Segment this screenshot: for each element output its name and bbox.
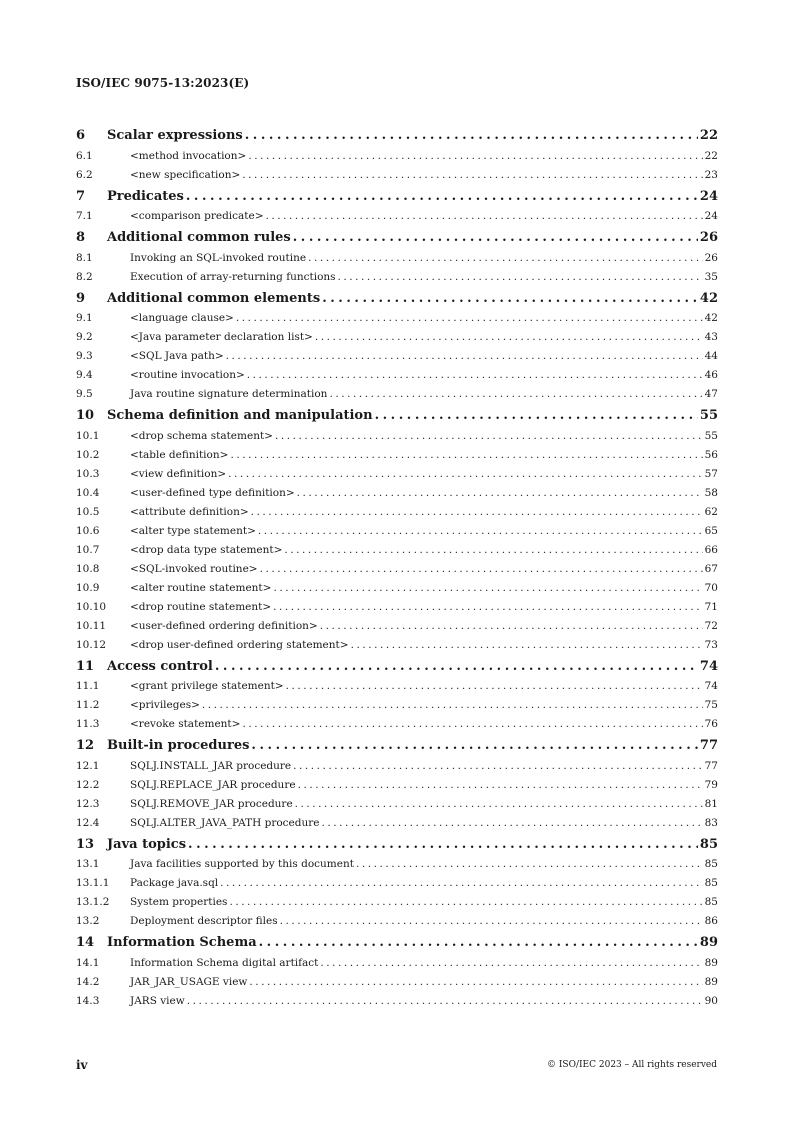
toc-entry-page: 46 [704, 369, 718, 381]
toc-entry-page: 74 [704, 680, 718, 692]
toc-entry-title: Information Schema digital artifact [130, 956, 319, 969]
toc-entry-number: 11.1 [76, 680, 100, 692]
toc-entry-number: 12.4 [76, 816, 100, 829]
toc-dot-leader [321, 817, 702, 829]
toc-entry-title: <grant privilege statement> [130, 680, 284, 692]
toc-dot-leader [351, 639, 703, 651]
toc-entry-number: 8.2 [76, 270, 93, 283]
toc-dot-leader [226, 350, 703, 362]
toc-dot-leader [315, 331, 703, 343]
toc-entry-number: 8 [76, 230, 86, 245]
toc-section-entry[interactable] [76, 620, 718, 639]
toc-section-entry[interactable] [76, 525, 718, 544]
table-of-contents [76, 127, 718, 1014]
toc-entry-title: Additional common rules [107, 230, 291, 245]
toc-entry-title: <view definition> [130, 467, 227, 480]
toc-entry-page: 75 [704, 699, 718, 711]
toc-entry-number: 10.12 [76, 638, 107, 651]
toc-dot-leader [356, 858, 703, 870]
toc-section-entry[interactable] [76, 449, 718, 468]
toc-entry-title: Java topics [107, 836, 187, 852]
toc-entry-number: 10.6 [76, 524, 100, 537]
toc-entry-title: Java routine signature determination [130, 388, 328, 400]
toc-section-entry[interactable] [76, 680, 718, 699]
page-number: iv [76, 1058, 88, 1072]
toc-entry-number: 12.1 [76, 759, 100, 772]
toc-entry-number: 13 [76, 836, 95, 852]
toc-entry-title: <language clause> [130, 312, 234, 324]
toc-entry-title: <method invocation> [130, 149, 247, 162]
toc-entry-page: 35 [704, 270, 718, 283]
toc-entry-title: SQLJ.ALTER_JAVA_PATH procedure [130, 816, 320, 829]
toc-entry-number: 10.5 [76, 505, 100, 518]
toc-dot-leader [320, 957, 702, 969]
toc-entry-number: 10.10 [76, 600, 107, 613]
toc-entry-page: 62 [704, 505, 718, 518]
toc-entry-title: <drop data type statement> [130, 543, 283, 556]
toc-dot-leader [297, 487, 703, 499]
toc-section-entry[interactable] [76, 544, 718, 563]
toc-entry-page: 55 [704, 429, 718, 442]
toc-entry-page: 73 [704, 638, 718, 651]
toc-entry-title: Package java.sql [130, 877, 219, 889]
toc-entry-number: 6.2 [76, 168, 93, 181]
toc-dot-leader [220, 877, 702, 889]
toc-dot-leader [280, 915, 703, 927]
toc-entry-number: 10.3 [76, 467, 100, 480]
toc-entry-page: 56 [704, 448, 718, 461]
toc-entry-page: 57 [704, 467, 718, 480]
toc-entry-page: 24 [704, 210, 718, 222]
toc-dot-leader [329, 388, 702, 400]
toc-section-entry[interactable] [76, 487, 718, 506]
toc-entry-number: 12 [76, 738, 95, 753]
toc-chapter-entry[interactable] [76, 127, 718, 150]
toc-section-entry[interactable] [76, 331, 718, 350]
toc-entry-number: 10.4 [76, 486, 100, 499]
toc-dot-leader [260, 563, 703, 575]
toc-entry-page: 67 [704, 562, 718, 575]
toc-section-entry[interactable] [76, 271, 718, 290]
toc-dot-leader [293, 230, 698, 245]
toc-entry-number: 10.1 [76, 429, 100, 442]
toc-entry-title: JARS view [130, 994, 185, 1007]
toc-entry-page: 42 [699, 290, 718, 306]
toc-dot-leader [242, 718, 702, 730]
toc-entry-title: SQLJ.REMOVE_JAR procedure [130, 797, 293, 810]
toc-dot-leader [286, 680, 703, 692]
toc-entry-title: <drop schema statement> [130, 429, 273, 442]
toc-entry-page: 76 [704, 718, 718, 730]
toc-entry-page: 79 [704, 778, 718, 791]
toc-section-entry[interactable] [76, 468, 718, 487]
toc-dot-leader [188, 837, 698, 852]
toc-dot-leader [248, 150, 702, 162]
toc-entry-number: 10.8 [76, 562, 100, 575]
toc-entry-title: <drop routine statement> [130, 600, 272, 613]
toc-dot-leader [273, 601, 702, 613]
toc-dot-leader [258, 525, 703, 537]
toc-entry-title: <routine invocation> [130, 369, 245, 381]
toc-entry-title: Schema definition and manipulation [107, 408, 373, 423]
toc-entry-title: <SQL Java path> [130, 350, 224, 362]
toc-section-entry[interactable] [76, 430, 718, 449]
toc-entry-page: 24 [699, 188, 718, 204]
toc-chapter-entry[interactable] [76, 290, 718, 313]
toc-entry-page: 43 [704, 331, 718, 343]
toc-entry-number: 12.2 [76, 778, 100, 791]
toc-entry-number: 7 [76, 188, 86, 204]
toc-entry-title: SQLJ.INSTALL_JAR procedure [130, 759, 292, 772]
toc-entry-page: 26 [704, 251, 718, 264]
toc-dot-leader [230, 449, 702, 461]
toc-section-entry[interactable] [76, 388, 718, 407]
toc-entry-number: 13.1.2 [76, 896, 110, 908]
toc-dot-leader [338, 271, 703, 283]
toc-entry-page: 66 [704, 543, 718, 556]
toc-section-entry[interactable] [76, 779, 718, 798]
toc-entry-title: Invoking an SQL-invoked routine [130, 251, 307, 264]
toc-entry-page: 77 [699, 738, 718, 753]
toc-entry-title: Information Schema [107, 935, 257, 950]
toc-entry-title: <revoke statement> [130, 718, 241, 730]
toc-entry-number: 14.1 [76, 956, 100, 969]
toc-dot-leader [275, 430, 703, 442]
toc-entry-title: <user-defined ordering definition> [130, 619, 318, 632]
toc-entry-title: <table definition> [130, 448, 229, 461]
toc-entry-page: 85 [699, 836, 718, 852]
toc-dot-leader [229, 896, 702, 908]
toc-entry-page: 42 [704, 312, 718, 324]
toc-entry-number: 10 [76, 408, 95, 423]
toc-entry-page: 85 [704, 877, 718, 889]
toc-entry-title: Predicates [107, 188, 184, 204]
toc-dot-leader [236, 312, 703, 324]
toc-dot-leader [186, 189, 698, 204]
toc-chapter-entry[interactable] [76, 934, 718, 957]
toc-section-entry[interactable] [76, 896, 718, 915]
toc-entry-number: 14.3 [76, 994, 100, 1007]
toc-dot-leader [251, 506, 703, 518]
toc-entry-number: 9.4 [76, 369, 93, 381]
toc-section-entry[interactable] [76, 210, 718, 229]
toc-dot-leader [322, 291, 698, 306]
toc-entry-title: <Java parameter declaration list> [130, 331, 313, 343]
toc-entry-page: 44 [704, 350, 718, 362]
toc-dot-leader [215, 659, 698, 674]
toc-section-entry[interactable] [76, 699, 718, 718]
toc-dot-leader [295, 798, 703, 810]
toc-entry-page: 89 [699, 935, 718, 950]
toc-entry-number: 9.2 [76, 331, 93, 343]
toc-entry-number: 9.1 [76, 312, 93, 324]
toc-entry-page: 23 [704, 168, 718, 181]
toc-chapter-entry[interactable] [76, 188, 718, 211]
toc-entry-number: 9 [76, 290, 86, 306]
toc-entry-number: 13.1 [76, 858, 100, 870]
toc-entry-number: 13.1.1 [76, 877, 110, 889]
toc-dot-leader [187, 995, 703, 1007]
toc-entry-page: 89 [704, 975, 718, 988]
toc-section-entry[interactable] [76, 639, 718, 658]
toc-chapter-entry[interactable] [76, 658, 718, 681]
toc-dot-leader [273, 582, 702, 594]
toc-entry-page: 65 [704, 524, 718, 537]
toc-entry-page: 22 [704, 149, 718, 162]
toc-entry-title: <drop user-defined ordering statement> [130, 638, 349, 651]
copyright-notice: © ISO/IEC 2023 – All rights reserved [547, 1060, 717, 1070]
toc-section-entry[interactable] [76, 798, 718, 817]
toc-section-entry[interactable] [76, 995, 718, 1014]
toc-entry-title: Deployment descriptor files [130, 915, 278, 927]
toc-entry-page: 85 [704, 896, 718, 908]
toc-entry-page: 90 [704, 994, 718, 1007]
toc-entry-number: 14 [76, 935, 95, 950]
toc-entry-number: 13.2 [76, 915, 100, 927]
toc-entry-page: 74 [699, 658, 718, 674]
toc-section-entry[interactable] [76, 601, 718, 620]
toc-chapter-entry[interactable] [76, 229, 718, 252]
document-header: ISO/IEC 9075-13:2023(E) [76, 76, 250, 90]
toc-entry-number: 7.1 [76, 210, 93, 222]
toc-section-entry[interactable] [76, 169, 718, 188]
toc-chapter-entry[interactable] [76, 737, 718, 760]
toc-entry-title: Scalar expressions [107, 128, 243, 143]
toc-entry-title: <new specification> [130, 168, 241, 181]
toc-section-entry[interactable] [76, 506, 718, 525]
toc-section-entry[interactable] [76, 858, 718, 877]
toc-entry-number: 11.3 [76, 718, 100, 730]
toc-section-entry[interactable] [76, 312, 718, 331]
toc-dot-leader [284, 544, 702, 556]
toc-entry-title: Java facilities supported by this document [130, 858, 354, 870]
toc-entry-title: System properties [130, 896, 228, 908]
toc-entry-number: 11.2 [76, 699, 100, 711]
toc-entry-number: 8.1 [76, 251, 93, 264]
toc-dot-leader [245, 128, 698, 143]
toc-dot-leader [266, 210, 703, 222]
toc-entry-page: 77 [704, 759, 718, 772]
toc-entry-number: 10.2 [76, 448, 100, 461]
toc-entry-title: SQLJ.REPLACE_JAR procedure [130, 778, 296, 791]
toc-section-entry[interactable] [76, 369, 718, 388]
toc-entry-page: 70 [704, 581, 718, 594]
toc-section-entry[interactable] [76, 976, 718, 995]
toc-entry-number: 9.5 [76, 388, 93, 400]
toc-section-entry[interactable] [76, 915, 718, 934]
toc-entry-title: <alter type statement> [130, 524, 256, 537]
toc-chapter-entry[interactable] [76, 836, 718, 859]
toc-entry-number: 11 [76, 658, 95, 674]
toc-section-entry[interactable] [76, 718, 718, 737]
toc-entry-page: 47 [704, 388, 718, 400]
toc-dot-leader [375, 408, 698, 423]
toc-dot-leader [293, 760, 702, 772]
toc-entry-page: 58 [704, 486, 718, 499]
toc-section-entry[interactable] [76, 582, 718, 601]
toc-entry-page: 71 [704, 600, 718, 613]
toc-section-entry[interactable] [76, 877, 718, 896]
toc-dot-leader [228, 468, 702, 480]
toc-entry-title: <comparison predicate> [130, 210, 264, 222]
toc-entry-title: Built-in procedures [107, 738, 250, 753]
toc-entry-page: 72 [704, 619, 718, 632]
toc-dot-leader [247, 369, 703, 381]
toc-entry-title: Additional common elements [107, 290, 321, 306]
toc-entry-page: 81 [704, 797, 718, 810]
toc-entry-page: 89 [704, 956, 718, 969]
toc-section-entry[interactable] [76, 252, 718, 271]
toc-dot-leader [249, 976, 702, 988]
toc-dot-leader [259, 935, 698, 950]
toc-entry-title: <alter routine statement> [130, 581, 272, 594]
toc-entry-title: Access control [107, 658, 213, 674]
toc-section-entry[interactable] [76, 150, 718, 169]
toc-dot-leader [242, 169, 702, 181]
toc-dot-leader [308, 252, 703, 264]
toc-entry-title: JAR_JAR_USAGE view [130, 975, 248, 988]
toc-dot-leader [320, 620, 703, 632]
toc-entry-title: <SQL-invoked routine> [130, 562, 258, 575]
toc-entry-number: 14.2 [76, 975, 100, 988]
toc-entry-page: 85 [704, 858, 718, 870]
toc-entry-page: 86 [704, 915, 718, 927]
toc-entry-number: 6 [76, 128, 86, 143]
toc-entry-page: 55 [699, 408, 718, 423]
toc-entry-title: Execution of array-returning functions [130, 270, 336, 283]
toc-chapter-entry[interactable] [76, 407, 718, 430]
toc-entry-page: 83 [704, 816, 718, 829]
toc-dot-leader [251, 738, 697, 753]
toc-entry-number: 9.3 [76, 350, 93, 362]
toc-section-entry[interactable] [76, 760, 718, 779]
toc-entry-number: 12.3 [76, 797, 100, 810]
toc-entry-page: 26 [699, 230, 718, 245]
toc-entry-title: <privileges> [130, 699, 200, 711]
toc-entry-title: <attribute definition> [130, 505, 249, 518]
toc-section-entry[interactable] [76, 817, 718, 836]
toc-section-entry[interactable] [76, 350, 718, 369]
toc-dot-leader [202, 699, 703, 711]
toc-dot-leader [298, 779, 703, 791]
toc-entry-number: 6.1 [76, 149, 93, 162]
toc-entry-number: 10.9 [76, 581, 100, 594]
toc-section-entry[interactable] [76, 563, 718, 582]
toc-entry-page: 22 [699, 128, 718, 143]
toc-entry-number: 10.7 [76, 543, 100, 556]
toc-entry-title: <user-defined type definition> [130, 486, 295, 499]
toc-section-entry[interactable] [76, 957, 718, 976]
toc-entry-number: 10.11 [76, 619, 107, 632]
